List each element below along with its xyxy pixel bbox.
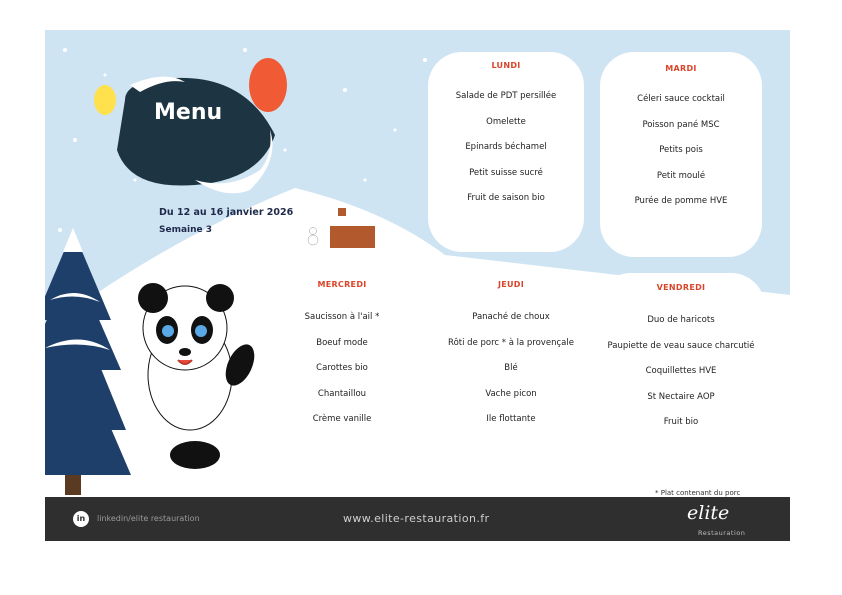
elite-logo: elite	[687, 502, 730, 524]
menu-item: Céleri sauce cocktail	[637, 94, 725, 104]
menu-title: Menu	[154, 100, 223, 125]
website-link[interactable]: www.elite-restauration.fr	[343, 512, 490, 525]
menu-item: Chantaillou	[317, 388, 367, 399]
chalet	[330, 226, 375, 248]
menu-item: Saucisson à l'ail *	[304, 312, 380, 322]
menu-item: Crème vanille	[312, 414, 372, 424]
menu-item: St Nectaire AOP	[647, 391, 715, 402]
menu-item: Epinards béchamel	[465, 142, 547, 152]
footer-bar	[45, 497, 790, 541]
menu-item: Fruit de saison bio	[467, 193, 545, 203]
linkedin-link[interactable]: linkedin/elite restauration	[97, 514, 200, 523]
menu-item: Carottes bio	[316, 363, 368, 373]
elite-logo-subtitle: Restauration	[698, 529, 746, 537]
snowman	[308, 235, 318, 245]
day-label: MARDI	[665, 64, 697, 73]
menu-item: Duo de haricots	[647, 315, 715, 325]
menu-item: Purée de pomme HVE	[634, 196, 728, 206]
day-label: VENDREDI	[656, 283, 706, 292]
date-range: Du 12 au 16 janvier 2026	[159, 207, 294, 218]
day-card-lundi	[428, 52, 584, 252]
menu-item: Petit suisse sucré	[469, 167, 543, 178]
day-label: MERCREDI	[317, 280, 367, 289]
menu-item: Blé	[504, 363, 518, 373]
menu-item: Petit moulé	[656, 170, 706, 181]
menu-item: Coquillettes HVE	[645, 366, 717, 376]
day-card-vendredi	[597, 273, 765, 438]
day-label: JEUDI	[497, 280, 525, 289]
menu-item: Boeuf mode	[316, 337, 368, 348]
menu-item: Paupiette de veau sauce charcutié	[607, 340, 755, 351]
yellow-balloon	[94, 85, 116, 115]
menu-item: Petits pois	[659, 145, 703, 155]
linkedin-icon[interactable]: in	[73, 511, 89, 527]
day-card-mardi	[600, 52, 762, 257]
week-number: Semaine 3	[159, 225, 213, 235]
menu-item: Salade de PDT persillée	[455, 91, 557, 101]
menu-item: Poisson pané MSC	[642, 119, 720, 130]
day-label: LUNDI	[491, 61, 521, 70]
day-card-mercredi	[273, 270, 411, 435]
menu-item: Ile flottante	[486, 414, 536, 424]
menu-item: Vache picon	[485, 388, 537, 399]
pork-note: * Plat contenant du porc	[655, 489, 741, 497]
day-card-jeudi	[427, 270, 595, 435]
menu-item: Panaché de choux	[472, 312, 550, 322]
menu-item: Omelette	[486, 116, 526, 127]
menu-sheet	[45, 30, 790, 542]
menu-item: Rôti de porc * à la provençale	[448, 337, 574, 348]
red-balloon	[249, 58, 287, 112]
menu-item: Fruit bio	[663, 417, 699, 427]
